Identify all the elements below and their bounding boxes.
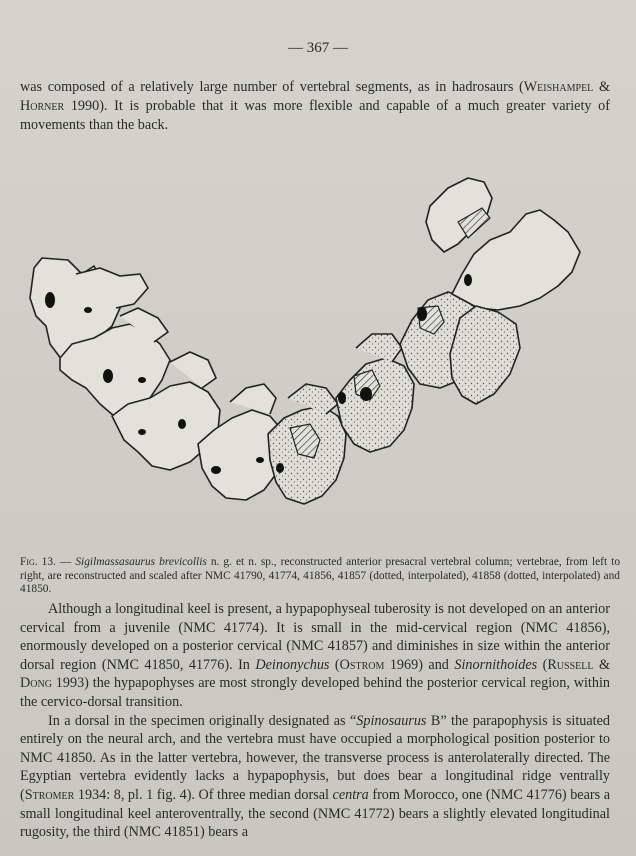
figure-caption [20,556,620,597]
vertebral-column-drawing [20,148,620,548]
paragraph-2 [20,712,610,842]
p2-text-a: In a dorsal in the specimen originally designated as “ [48,712,357,729]
intro-author-2: Horner [20,98,65,114]
p2-author-1: Stromer [24,786,75,803]
p1-taxon-1: Deinonychus [255,656,330,673]
p1-author-1: Ostrom [339,656,385,673]
paragraph-1 [20,600,610,712]
body-text [20,600,610,842]
p2-text-d: from Morocco, one (NMC 41776) bears a small longitudinal keel anteroventrally, the second (NMC 41772) bears a slightly elevated longitudinal rugosity, the third (NMC 41851) bears a [20,786,610,841]
p1-text-b: ( [329,656,340,673]
p2-text-c: 1934: 8, pl. 1 fig. 4). Of three median dorsal [74,786,333,803]
intro-text-3: 1990). It is probable that it was more flexible and capable of a much greater variety of movements than the back. [20,98,610,133]
p1-author-2: Russell & Dong [20,656,610,692]
caption-taxon: Sigilmassasaurus brevicollis [75,556,207,568]
p2-term-1: centra [332,786,369,803]
intro-text-1: was composed of a relatively large number of vertebral segments, as in hadrosaurs ( [20,79,524,95]
intro-text-2: & [593,79,610,95]
intro-paragraph [20,78,610,135]
p1-taxon-2: Sinornithoides [454,656,538,673]
intro-author-1: Weishampel [523,79,594,95]
p1-text-e: 1993) the hypapophyses are most strongly developed behind the posterior cervical region, within the cervico-dorsal transition. [20,675,610,710]
vertebral-column-figure [20,148,620,548]
page-number: — 367 — [288,40,348,56]
p1-text-a: Although a longitudinal keel is present, a hypapophyseal tuberosity is not developed on an anterior cervical from a juvenile (NMC 41774). It is small in the mid-cervical region (NMC 41856), enormously developed on a posterior cervical (NMC 41857) and diminishes in size within the anterior dorsal region (NMC 41850, 41776). In [20,601,610,673]
p2-taxon-1: Spinosaurus [356,712,427,729]
vertebra-5 [268,384,346,504]
caption-text: n. g. et n. sp., reconstructed anterior presacral vertebral column; vertebrae, from left to right, are reconstructed and scaled after NMC 41790, 41774, 41856, 41857 (dotted, interpolated), 41858 (dotted, interpolated) and 41850. [20,556,621,596]
p2-text-b: B” the parapophysis is situated entirely on the neural arch, and the vertebra must have occupied a morphological position posterior to NMC 41850. As in the latter vertebra, however, the transverse process is anterolaterally directed. The Egyptian vertebra evidently lacks a hypapophysis, but does bear a longitudinal ridge ventrally ( [20,712,610,803]
p1-text-d: ( [537,656,548,673]
caption-label: Fig. 13. — [20,556,76,568]
p1-text-c: 1969) and [384,656,455,673]
